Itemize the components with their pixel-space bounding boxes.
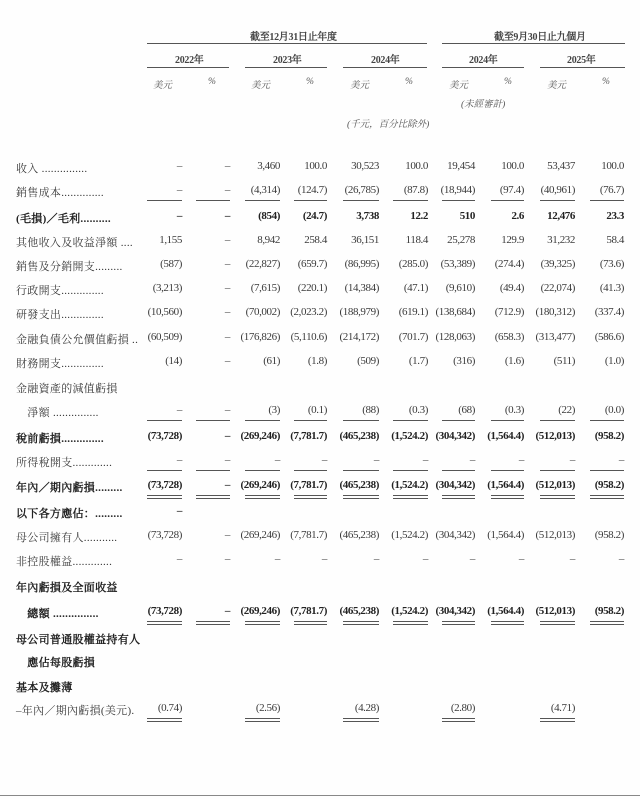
cell-value: (86,995) — [344, 258, 379, 270]
table-row — [0, 677, 640, 697]
cell-value: 100.0 — [501, 160, 524, 172]
cell-value: (304,342) — [435, 479, 475, 491]
cell-value: (304,342) — [435, 430, 475, 442]
table-row — [0, 208, 640, 228]
table-row — [0, 158, 640, 178]
period-2023: 2023年 — [273, 55, 302, 66]
cell-value: 3,460 — [257, 160, 280, 172]
cell-value: (274.4) — [494, 258, 524, 270]
cell-value: (958.2) — [594, 529, 624, 541]
cell-value: (4.71) — [550, 702, 575, 714]
double-underline — [245, 495, 280, 499]
cell-value: (587) — [160, 258, 182, 270]
cell-value: (49.4) — [499, 282, 524, 294]
double-underline — [540, 495, 575, 499]
double-underline — [196, 621, 230, 625]
table-row — [0, 353, 640, 373]
cell-value: – — [224, 355, 230, 367]
double-underline — [343, 621, 379, 625]
underline — [393, 470, 428, 471]
cell-value: (304,342) — [435, 529, 475, 541]
row-label: 淨額 ............... — [16, 407, 99, 419]
cell-value: 100.0 — [601, 160, 624, 172]
double-underline — [147, 495, 182, 499]
cell-value: – — [518, 454, 524, 466]
cell-value: – — [618, 454, 624, 466]
row-label: –年內／期內虧損(美元). — [16, 705, 135, 717]
unit-pct-2022: % — [208, 77, 216, 87]
cell-value: – — [569, 454, 575, 466]
header-group-year: 截至12月31日止年度 — [250, 32, 337, 43]
cell-value: (2,023.2) — [290, 306, 327, 318]
cell-value: (39,325) — [540, 258, 575, 270]
cell-value: (3,213) — [152, 282, 182, 294]
underline — [491, 200, 524, 201]
period-9m-2024: 2024年 — [469, 55, 498, 66]
cell-value: 12,476 — [547, 210, 575, 222]
row-label: 研發支出.............. — [16, 309, 104, 321]
cell-value: (854) — [258, 210, 280, 222]
table-row — [0, 577, 640, 597]
cell-value: (7,781.7) — [290, 529, 327, 541]
cell-value: (73,728) — [147, 605, 182, 617]
cell-value: (7,615) — [250, 282, 280, 294]
underline — [343, 420, 379, 421]
cell-value: (1,524.2) — [391, 529, 428, 541]
underline — [442, 420, 475, 421]
row-label: 應佔每股虧損 — [16, 657, 96, 669]
cell-value: (658.3) — [494, 331, 524, 343]
double-underline — [491, 495, 524, 499]
cell-value: (1,524.2) — [391, 605, 428, 617]
cell-value: (41.3) — [599, 282, 624, 294]
unit-note: (千元，百分比除外) — [347, 120, 430, 130]
table-row — [0, 280, 640, 300]
cell-value: (22,074) — [540, 282, 575, 294]
cell-value: – — [518, 553, 524, 565]
cell-value: – — [422, 553, 428, 565]
cell-value: (60,509) — [147, 331, 182, 343]
cell-value: (18,944) — [440, 184, 475, 196]
row-label: 金融負債公允價值虧損 .. — [16, 334, 139, 346]
cell-value: – — [176, 404, 182, 416]
row-label: 稅前虧損.............. — [16, 433, 104, 445]
unit-usd-9m-2025: 美元 — [547, 81, 567, 91]
underline — [147, 470, 182, 471]
cell-value: (7,781.7) — [290, 430, 327, 442]
cell-value: 8,942 — [257, 234, 280, 246]
row-label: 總額 ............... — [16, 608, 99, 620]
cell-value: (70,002) — [245, 306, 280, 318]
cell-value: (4.28) — [354, 702, 379, 714]
row-label: 其他收入及收益淨額 .... — [16, 237, 133, 249]
cell-value: (220.1) — [297, 282, 327, 294]
cell-value: (0.3) — [504, 404, 524, 416]
row-label: (毛損)／毛利.......... — [16, 213, 111, 225]
cell-value: 30,523 — [351, 160, 379, 172]
cell-value: (1,524.2) — [391, 479, 428, 491]
cell-value: 100.0 — [405, 160, 428, 172]
underline — [294, 200, 327, 201]
double-underline — [590, 495, 624, 499]
cell-value: (22,827) — [245, 258, 280, 270]
cell-value: (304,342) — [435, 605, 475, 617]
cell-value: – — [176, 454, 182, 466]
cell-value: 31,232 — [547, 234, 575, 246]
cell-value: (1,564.4) — [487, 479, 524, 491]
cell-value: (73,728) — [147, 479, 182, 491]
unit-usd-2023: 美元 — [251, 81, 271, 91]
cell-value: (188,979) — [339, 306, 379, 318]
cell-value: (512,013) — [535, 605, 575, 617]
cell-value: (1,564.4) — [487, 605, 524, 617]
cell-value: 25,278 — [447, 234, 475, 246]
double-underline — [245, 621, 280, 625]
row-label: 以下各方應佔：......... — [16, 508, 123, 520]
cell-value: (586.6) — [594, 331, 624, 343]
unit-pct-9m-2024: % — [504, 77, 512, 87]
cell-value: (76.7) — [599, 184, 624, 196]
underline — [245, 420, 280, 421]
table-row — [0, 477, 640, 497]
cell-value: (7,781.7) — [290, 605, 327, 617]
underline — [590, 420, 624, 421]
double-underline — [442, 495, 475, 499]
cell-value: (465,238) — [339, 605, 379, 617]
cell-value: (73,728) — [147, 430, 182, 442]
cell-value: (14,384) — [344, 282, 379, 294]
underline — [491, 470, 524, 471]
period-rule-2023 — [245, 67, 327, 68]
cell-value: (1.8) — [307, 355, 327, 367]
cell-value: (465,238) — [339, 430, 379, 442]
cell-value: (176,826) — [240, 331, 280, 343]
cell-value: – — [373, 454, 379, 466]
cell-value: (1.0) — [604, 355, 624, 367]
underline — [196, 420, 230, 421]
underline — [393, 200, 428, 201]
unit-usd-2024: 美元 — [350, 81, 370, 91]
unit-pct-2024: % — [405, 77, 413, 87]
cell-value: (619.1) — [398, 306, 428, 318]
double-underline — [294, 495, 327, 499]
cell-value: (465,238) — [339, 529, 379, 541]
table-row — [0, 182, 640, 202]
underline — [393, 420, 428, 421]
cell-value: – — [469, 553, 475, 565]
cell-value: (14) — [165, 355, 182, 367]
row-label: 非控股權益............. — [16, 556, 113, 568]
cell-value: – — [224, 258, 230, 270]
double-underline — [294, 621, 327, 625]
cell-value: – — [373, 553, 379, 565]
cell-value: – — [224, 404, 230, 416]
row-label: 年內／期內虧損......... — [16, 482, 123, 494]
table-row — [0, 652, 640, 672]
cell-value: (0.1) — [307, 404, 327, 416]
table-row — [0, 402, 640, 422]
double-underline — [147, 621, 182, 625]
cell-value: (3) — [268, 404, 280, 416]
cell-value: (285.0) — [398, 258, 428, 270]
cell-value: – — [224, 160, 230, 172]
cell-value: (68) — [458, 404, 475, 416]
period-rule-9m-2024 — [442, 67, 524, 68]
cell-value: (269,246) — [240, 605, 280, 617]
cell-value: (61) — [263, 355, 280, 367]
cell-value: – — [224, 234, 230, 246]
cell-value: – — [224, 553, 230, 565]
cell-value: 53,437 — [547, 160, 575, 172]
underline — [590, 200, 624, 201]
cell-value: 510 — [459, 210, 475, 222]
cell-value: (22) — [558, 404, 575, 416]
underline — [245, 200, 280, 201]
cell-value: (214,172) — [339, 331, 379, 343]
cell-value: – — [224, 479, 230, 491]
cell-value: – — [274, 454, 280, 466]
cell-value: (659.7) — [297, 258, 327, 270]
cell-value: – — [176, 553, 182, 565]
underline — [540, 420, 575, 421]
cell-value: (138,684) — [435, 306, 475, 318]
page-bottom-rule — [0, 795, 640, 796]
double-underline — [491, 621, 524, 625]
cell-value: – — [274, 553, 280, 565]
cell-value: (87.8) — [403, 184, 428, 196]
underline — [491, 420, 524, 421]
cell-value: (313,477) — [535, 331, 575, 343]
cell-value: – — [224, 306, 230, 318]
cell-value: (712.9) — [494, 306, 524, 318]
cell-value: (47.1) — [403, 282, 428, 294]
cell-value: (269,246) — [240, 479, 280, 491]
period-rule-2022 — [147, 67, 229, 68]
table-row — [0, 700, 640, 720]
cell-value: (958.2) — [594, 430, 624, 442]
cell-value: (337.4) — [594, 306, 624, 318]
row-label: 母公司擁有人........... — [16, 532, 118, 544]
underline — [343, 470, 379, 471]
double-underline — [590, 621, 624, 625]
double-underline — [442, 621, 475, 625]
cell-value: (124.7) — [297, 184, 327, 196]
cell-value: (5,110.6) — [290, 331, 327, 343]
row-label: 銷售及分銷開支......... — [16, 261, 123, 273]
double-underline — [393, 495, 428, 499]
cell-value: – — [176, 505, 182, 517]
cell-value: (0.3) — [408, 404, 428, 416]
cell-value: (9,610) — [445, 282, 475, 294]
cell-value: (88) — [362, 404, 379, 416]
period-2024: 2024年 — [371, 55, 400, 66]
cell-value: – — [224, 282, 230, 294]
cell-value: 2.6 — [511, 210, 524, 222]
cell-value: – — [321, 553, 327, 565]
cell-value: (0.0) — [604, 404, 624, 416]
cell-value: (26,785) — [344, 184, 379, 196]
cell-value: – — [224, 210, 230, 222]
double-underline — [540, 718, 575, 722]
double-underline — [147, 718, 182, 722]
cell-value: (180,312) — [535, 306, 575, 318]
cell-value: – — [176, 184, 182, 196]
double-underline — [540, 621, 575, 625]
cell-value: (97.4) — [499, 184, 524, 196]
table-row — [0, 503, 640, 523]
cell-value: – — [224, 605, 230, 617]
row-label: 銷售成本.............. — [16, 187, 104, 199]
table-row — [0, 304, 640, 324]
cell-value: – — [569, 553, 575, 565]
underline — [245, 470, 280, 471]
cell-value: (2.80) — [450, 702, 475, 714]
cell-value: (53,389) — [440, 258, 475, 270]
period-rule-2024 — [343, 67, 427, 68]
cell-value: (1,564.4) — [487, 529, 524, 541]
cell-value: (958.2) — [594, 479, 624, 491]
cell-value: – — [618, 553, 624, 565]
cell-value: (2.56) — [255, 702, 280, 714]
cell-value: (1,524.2) — [391, 430, 428, 442]
cell-value: – — [469, 454, 475, 466]
table-row — [0, 551, 640, 571]
underline — [196, 200, 230, 201]
double-underline — [196, 495, 230, 499]
table-row — [0, 629, 640, 649]
double-underline — [442, 718, 475, 722]
cell-value: (512,013) — [535, 430, 575, 442]
period-rule-9m-2025 — [540, 67, 625, 68]
underline — [590, 470, 624, 471]
cell-value: (0.74) — [157, 702, 182, 714]
row-label: 年內虧損及全面收益 — [16, 582, 118, 594]
cell-value: (1.6) — [504, 355, 524, 367]
underline — [294, 420, 327, 421]
cell-value: 129.9 — [501, 234, 524, 246]
cell-value: (958.2) — [594, 605, 624, 617]
underline — [540, 200, 575, 201]
cell-value: – — [321, 454, 327, 466]
cell-value: 19,454 — [447, 160, 475, 172]
cell-value: (512,013) — [535, 529, 575, 541]
header-rule-year — [147, 43, 427, 44]
cell-value: 3,738 — [356, 210, 379, 222]
cell-value: – — [224, 331, 230, 343]
underline — [343, 200, 379, 201]
cell-value: (1.7) — [408, 355, 428, 367]
underline — [196, 470, 230, 471]
double-underline — [343, 495, 379, 499]
underline — [442, 470, 475, 471]
cell-value: (40,961) — [540, 184, 575, 196]
cell-value: 58.4 — [606, 234, 624, 246]
cell-value: 36,151 — [351, 234, 379, 246]
underline — [540, 470, 575, 471]
row-label: 收入 ............... — [16, 163, 88, 175]
cell-value: (24.7) — [302, 210, 327, 222]
cell-value: (512,013) — [535, 479, 575, 491]
cell-value: – — [224, 454, 230, 466]
cell-value: 12.2 — [410, 210, 428, 222]
cell-value: (511) — [553, 355, 575, 367]
cell-value: 1,155 — [159, 234, 182, 246]
cell-value: (701.7) — [398, 331, 428, 343]
cell-value: – — [422, 454, 428, 466]
table-row — [0, 603, 640, 623]
row-label: 金融資產的減值虧損 — [16, 383, 118, 395]
row-label: 基本及攤薄 — [16, 682, 73, 694]
cell-value: – — [224, 184, 230, 196]
cell-value: 258.4 — [304, 234, 327, 246]
table-row — [0, 329, 640, 349]
cell-value: 23.3 — [606, 210, 624, 222]
header-rule-nine-months — [442, 43, 625, 44]
unit-usd-9m-2024: 美元 — [449, 81, 469, 91]
underline — [147, 420, 182, 421]
cell-value: – — [224, 529, 230, 541]
cell-value: (4,314) — [250, 184, 280, 196]
row-label: 行政開支.............. — [16, 285, 104, 297]
double-underline — [343, 718, 379, 722]
table-row — [0, 527, 640, 547]
cell-value: (316) — [453, 355, 475, 367]
table-row — [0, 232, 640, 252]
cell-value: (465,238) — [339, 479, 379, 491]
cell-value: 118.4 — [405, 234, 428, 246]
cell-value: (509) — [357, 355, 379, 367]
period-2022: 2022年 — [175, 55, 204, 66]
double-underline — [245, 718, 280, 722]
period-9m-2025: 2025年 — [567, 55, 596, 66]
cell-value: (73.6) — [599, 258, 624, 270]
unit-usd-2022: 美元 — [153, 81, 173, 91]
cell-value: (73,728) — [147, 529, 182, 541]
cell-value: (128,063) — [435, 331, 475, 343]
header-group-nine-months: 截至9月30日止九個月 — [494, 32, 586, 43]
cell-value: (269,246) — [240, 430, 280, 442]
table-row — [0, 428, 640, 448]
cell-value: (7,781.7) — [290, 479, 327, 491]
cell-value: (1,564.4) — [487, 430, 524, 442]
unit-pct-2023: % — [306, 77, 314, 87]
double-underline — [393, 621, 428, 625]
cell-value: – — [176, 160, 182, 172]
unit-pct-9m-2025: % — [602, 77, 610, 87]
underline — [442, 200, 475, 201]
underline — [147, 200, 182, 201]
row-label: 母公司普通股權益持有人 — [16, 634, 141, 646]
unaudited-note: (未經審計) — [461, 100, 506, 110]
cell-value: (269,246) — [240, 529, 280, 541]
cell-value: – — [224, 430, 230, 442]
table-row — [0, 378, 640, 398]
underline — [294, 470, 327, 471]
table-row — [0, 452, 640, 472]
cell-value: (10,560) — [147, 306, 182, 318]
row-label: 所得稅開支............. — [16, 457, 113, 469]
table-row — [0, 256, 640, 276]
cell-value: 100.0 — [304, 160, 327, 172]
row-label: 財務開支.............. — [16, 358, 104, 370]
cell-value: – — [176, 210, 182, 222]
